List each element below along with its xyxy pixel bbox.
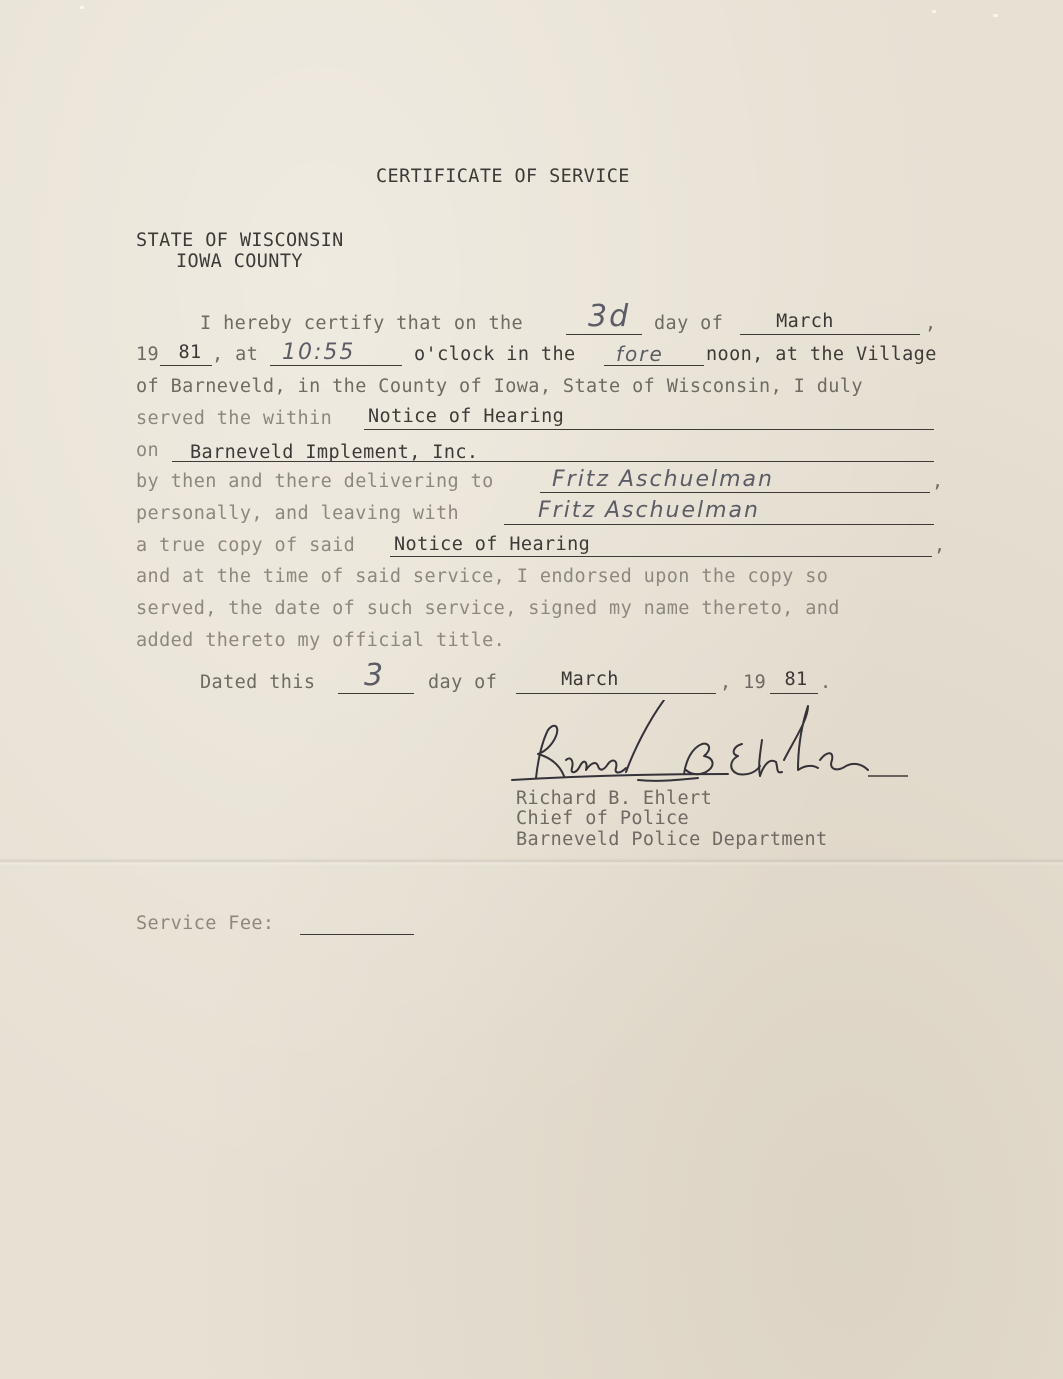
month-blank: [740, 334, 920, 335]
day-blank: [566, 334, 642, 335]
signer-name: Richard B. Ehlert: [516, 788, 713, 809]
fore-handwritten: fore: [616, 342, 664, 366]
oclock-text: o'clock in the: [414, 344, 576, 365]
personally-text: personally, and leaving with: [136, 503, 460, 524]
dated-year-prefix: , 19: [720, 672, 767, 693]
period: .: [820, 672, 832, 693]
paper-speck: [993, 14, 998, 17]
document-blank: [364, 429, 934, 430]
state-line: STATE OF WISCONSIN: [136, 230, 344, 251]
signature: [508, 700, 918, 790]
dated-year-blank: [770, 693, 818, 694]
endorsed-text: and at the time of said service, I endorsed upon the copy so: [136, 566, 829, 587]
copy-doc-blank: [390, 556, 932, 557]
comma: ,: [934, 535, 946, 556]
document-title: CERTIFICATE OF SERVICE: [376, 166, 630, 187]
served-text: served the within: [136, 408, 333, 429]
year-value: 81: [178, 342, 202, 363]
noon-text: noon, at the Village: [706, 344, 937, 365]
dated-this-text: Dated this: [200, 672, 316, 693]
comma: ,: [932, 471, 944, 492]
time-handwritten: 10:55: [282, 340, 356, 365]
service-fee-blank: [300, 934, 414, 935]
true-copy-text: a true copy of said: [136, 535, 356, 556]
signer-department: Barneveld Police Department: [516, 829, 828, 850]
month-value: March: [776, 311, 834, 332]
service-fee-label: Service Fee:: [136, 913, 275, 934]
year-blank: [160, 365, 212, 366]
dated-month-blank: [516, 693, 716, 694]
left-with-handwritten: Fritz Aschuelman: [538, 498, 760, 523]
signer-title: Chief of Police: [516, 808, 690, 829]
on-text: on: [136, 440, 160, 461]
county-text: of Barneveld, in the County of Iowa, State of Wisconsin, I duly: [136, 376, 863, 397]
left-with-blank: [504, 524, 934, 525]
copy-doc-value: Notice of Hearing: [394, 534, 591, 555]
document-value: Notice of Hearing: [368, 406, 565, 427]
dated-year-value: 81: [784, 669, 808, 690]
paper-fold: [0, 858, 1063, 866]
delivered-to-handwritten: Fritz Aschuelman: [552, 467, 774, 492]
at-text: , at: [212, 344, 259, 365]
day-handwritten: 3d: [588, 299, 631, 334]
county-line: IOWA COUNTY: [176, 251, 303, 272]
paper-speck: [80, 6, 84, 9]
comma: ,: [925, 313, 937, 334]
official-title-text: added thereto my official title.: [136, 630, 506, 651]
year-prefix: 19: [136, 344, 160, 365]
day-of-text: day of: [654, 313, 724, 334]
dated-month-value: March: [561, 669, 619, 690]
delivering-text: by then and there delivering to: [136, 471, 494, 492]
served-party-value: Barneveld Implement, Inc.: [190, 442, 479, 463]
served-date-text: served, the date of such service, signed my name thereto, and: [136, 598, 840, 619]
dated-day-blank: [338, 693, 414, 694]
certify-text: I hereby certify that on the: [200, 313, 524, 334]
dated-day-of-text: day of: [428, 672, 498, 693]
paper-speck: [932, 10, 936, 13]
dated-day-handwritten: 3: [364, 658, 386, 693]
